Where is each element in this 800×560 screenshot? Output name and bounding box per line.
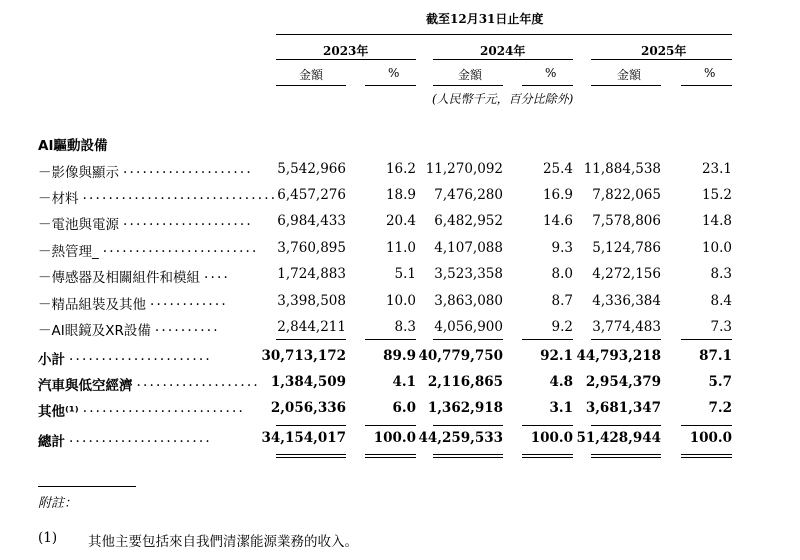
total-double-p2 — [522, 454, 573, 455]
amount-cell: 1,384,509 — [270, 374, 346, 390]
total-double-a1 — [276, 454, 346, 455]
col-pct-2024: % — [545, 66, 557, 80]
row-label: 其他⁽¹⁾ — [38, 404, 79, 420]
percent-cell: 100.0 — [373, 430, 416, 446]
row-leader-dots: ............ — [150, 293, 228, 309]
percent-cell: 8.3 — [710, 266, 732, 282]
percent-cell: 9.3 — [551, 240, 573, 256]
amount-cell: 1,724,883 — [277, 266, 346, 282]
year-2024: 2024年 — [480, 44, 526, 58]
amount-cell: 5,124,786 — [592, 240, 661, 256]
row-leader-dots: .............................. — [82, 187, 278, 203]
subtotal-rule-p3 — [681, 339, 732, 340]
row-leader-dots: .......... — [154, 319, 220, 335]
amount-cell: 34,154,017 — [261, 430, 346, 446]
total-double2-p3 — [681, 457, 732, 458]
footnote-marker: (1) — [38, 530, 58, 546]
amount-cell: 6,482,952 — [434, 213, 503, 229]
total-double2-a3 — [591, 457, 661, 458]
year-rule-2024 — [433, 59, 573, 60]
row-label: －熱管理_ — [38, 244, 99, 260]
percent-cell: 14.6 — [542, 213, 573, 229]
amount-cell: 2,056,336 — [270, 400, 346, 416]
total-rule-a1 — [276, 425, 346, 426]
amount-cell: 3,523,358 — [434, 266, 503, 282]
row-label: 小計 — [38, 352, 65, 368]
amount-cell: 51,428,944 — [576, 430, 661, 446]
subtotal-rule-p1 — [365, 339, 416, 340]
unit-note: (人民幣千元，百分比除外) — [432, 92, 574, 106]
percent-cell: 20.4 — [385, 213, 416, 229]
amount-cell: 2,954,379 — [585, 374, 661, 390]
row-leader-dots: .................... — [123, 213, 253, 229]
col-rule-pct-2025 — [681, 85, 732, 86]
row-label: －電池與電源 — [38, 217, 119, 233]
row-label: 總計 — [38, 434, 65, 450]
total-rule-p3 — [681, 425, 732, 426]
percent-cell: 8.7 — [551, 293, 573, 309]
amount-cell: 3,863,080 — [434, 293, 503, 309]
amount-cell: 6,984,433 — [277, 213, 346, 229]
notes-title: 附註： — [38, 496, 78, 511]
col-rule-pct-2024 — [522, 85, 573, 86]
subtotal-rule-a1 — [276, 339, 346, 340]
total-double-p1 — [365, 454, 416, 455]
col-pct-2023: % — [388, 66, 400, 80]
percent-cell: 14.8 — [701, 213, 732, 229]
percent-cell: 8.0 — [551, 266, 573, 282]
percent-cell: 25.4 — [542, 161, 573, 177]
row-leader-dots: .... — [204, 266, 230, 282]
percent-cell: 8.4 — [710, 293, 732, 309]
row-label: －材料 — [38, 191, 79, 207]
percent-cell: 16.9 — [542, 187, 573, 203]
col-pct-2025: % — [704, 66, 716, 80]
percent-cell: 9.2 — [551, 319, 573, 335]
amount-cell: 2,116,865 — [427, 374, 503, 390]
percent-cell: 100.0 — [530, 430, 573, 446]
amount-cell: 5,542,966 — [277, 161, 346, 177]
percent-cell: 10.0 — [701, 240, 732, 256]
amount-cell: 3,760,895 — [277, 240, 346, 256]
row-label: －精品組裝及其他 — [38, 297, 146, 313]
row-leader-dots: ...................... — [69, 348, 212, 364]
row-leader-dots: ........................ — [102, 240, 259, 256]
amount-cell: 2,844,211 — [277, 319, 346, 335]
amount-cell: 4,056,900 — [434, 319, 503, 335]
percent-cell: 11.0 — [385, 240, 416, 256]
row-leader-dots: ......................... — [82, 400, 245, 416]
period-header: 截至12月31日止年度 — [426, 12, 544, 26]
header-rule — [276, 34, 732, 35]
amount-cell: 4,336,384 — [592, 293, 661, 309]
section-title: AI驅動設備 — [38, 138, 108, 154]
row-leader-dots: .................... — [123, 161, 253, 177]
percent-cell: 23.1 — [701, 161, 732, 177]
row-label: 汽車與低空經濟 — [38, 378, 133, 394]
total-rule-p1 — [365, 425, 416, 426]
percent-cell: 89.9 — [383, 348, 416, 364]
footnote-separator — [38, 486, 136, 487]
amount-cell: 3,398,508 — [277, 293, 346, 309]
amount-cell: 1,362,918 — [427, 400, 503, 416]
amount-cell: 3,774,483 — [592, 319, 661, 335]
percent-cell: 87.1 — [699, 348, 732, 364]
year-2025: 2025年 — [641, 44, 687, 58]
subtotal-rule-p2 — [522, 339, 573, 340]
total-rule-p2 — [522, 425, 573, 426]
total-double-a2 — [433, 454, 503, 455]
col-amount-2023: 金額 — [299, 68, 324, 82]
footnote-text: 其他主要包括來自我們清潔能源業務的收入。 — [88, 534, 358, 550]
total-rule-a3 — [591, 425, 661, 426]
total-rule-a2 — [433, 425, 503, 426]
total-double-p3 — [681, 454, 732, 455]
total-double2-p2 — [522, 457, 573, 458]
row-label: －影像與顯示 — [38, 165, 119, 181]
amount-cell: 4,107,088 — [434, 240, 503, 256]
percent-cell: 8.3 — [394, 319, 416, 335]
percent-cell: 10.0 — [385, 293, 416, 309]
amount-cell: 44,793,218 — [576, 348, 661, 364]
col-rule-amount-2023 — [276, 85, 346, 86]
total-double-a3 — [591, 454, 661, 455]
row-label: －AI眼鏡及XR設備 — [38, 323, 151, 339]
percent-cell: 6.0 — [392, 400, 416, 416]
percent-cell: 4.1 — [392, 374, 416, 390]
amount-cell: 11,270,092 — [425, 161, 503, 177]
amount-cell: 7,476,280 — [434, 187, 503, 203]
total-double2-a1 — [276, 457, 346, 458]
subtotal-rule-a3 — [591, 339, 661, 340]
amount-cell: 30,713,172 — [261, 348, 346, 364]
row-label: －傳感器及相關組件和模組 — [38, 270, 200, 286]
percent-cell: 15.2 — [701, 187, 732, 203]
percent-cell: 5.1 — [394, 266, 416, 282]
percent-cell: 7.2 — [708, 400, 732, 416]
percent-cell: 92.1 — [540, 348, 573, 364]
year-rule-2023 — [276, 59, 416, 60]
total-double2-p1 — [365, 457, 416, 458]
amount-cell: 11,884,538 — [583, 161, 661, 177]
percent-cell: 100.0 — [689, 430, 732, 446]
amount-cell: 40,779,750 — [418, 348, 503, 364]
amount-cell: 44,259,533 — [418, 430, 503, 446]
col-amount-2025: 金額 — [617, 68, 642, 82]
col-amount-2024: 金額 — [458, 68, 483, 82]
col-rule-pct-2023 — [365, 85, 416, 86]
amount-cell: 3,681,347 — [585, 400, 661, 416]
total-double2-a2 — [433, 457, 503, 458]
year-2023: 2023年 — [323, 44, 369, 58]
col-rule-amount-2025 — [591, 85, 661, 86]
amount-cell: 6,457,276 — [277, 187, 346, 203]
col-rule-amount-2024 — [433, 85, 503, 86]
year-rule-2025 — [591, 59, 732, 60]
percent-cell: 7.3 — [710, 319, 732, 335]
row-leader-dots: ................... — [136, 374, 260, 390]
row-leader-dots: ...................... — [69, 430, 212, 446]
subtotal-rule-a2 — [433, 339, 503, 340]
amount-cell: 7,578,806 — [592, 213, 661, 229]
percent-cell: 16.2 — [385, 161, 416, 177]
amount-cell: 4,272,156 — [592, 266, 661, 282]
percent-cell: 5.7 — [708, 374, 732, 390]
percent-cell: 18.9 — [385, 187, 416, 203]
percent-cell: 3.1 — [549, 400, 573, 416]
amount-cell: 7,822,065 — [592, 187, 661, 203]
percent-cell: 4.8 — [549, 374, 573, 390]
